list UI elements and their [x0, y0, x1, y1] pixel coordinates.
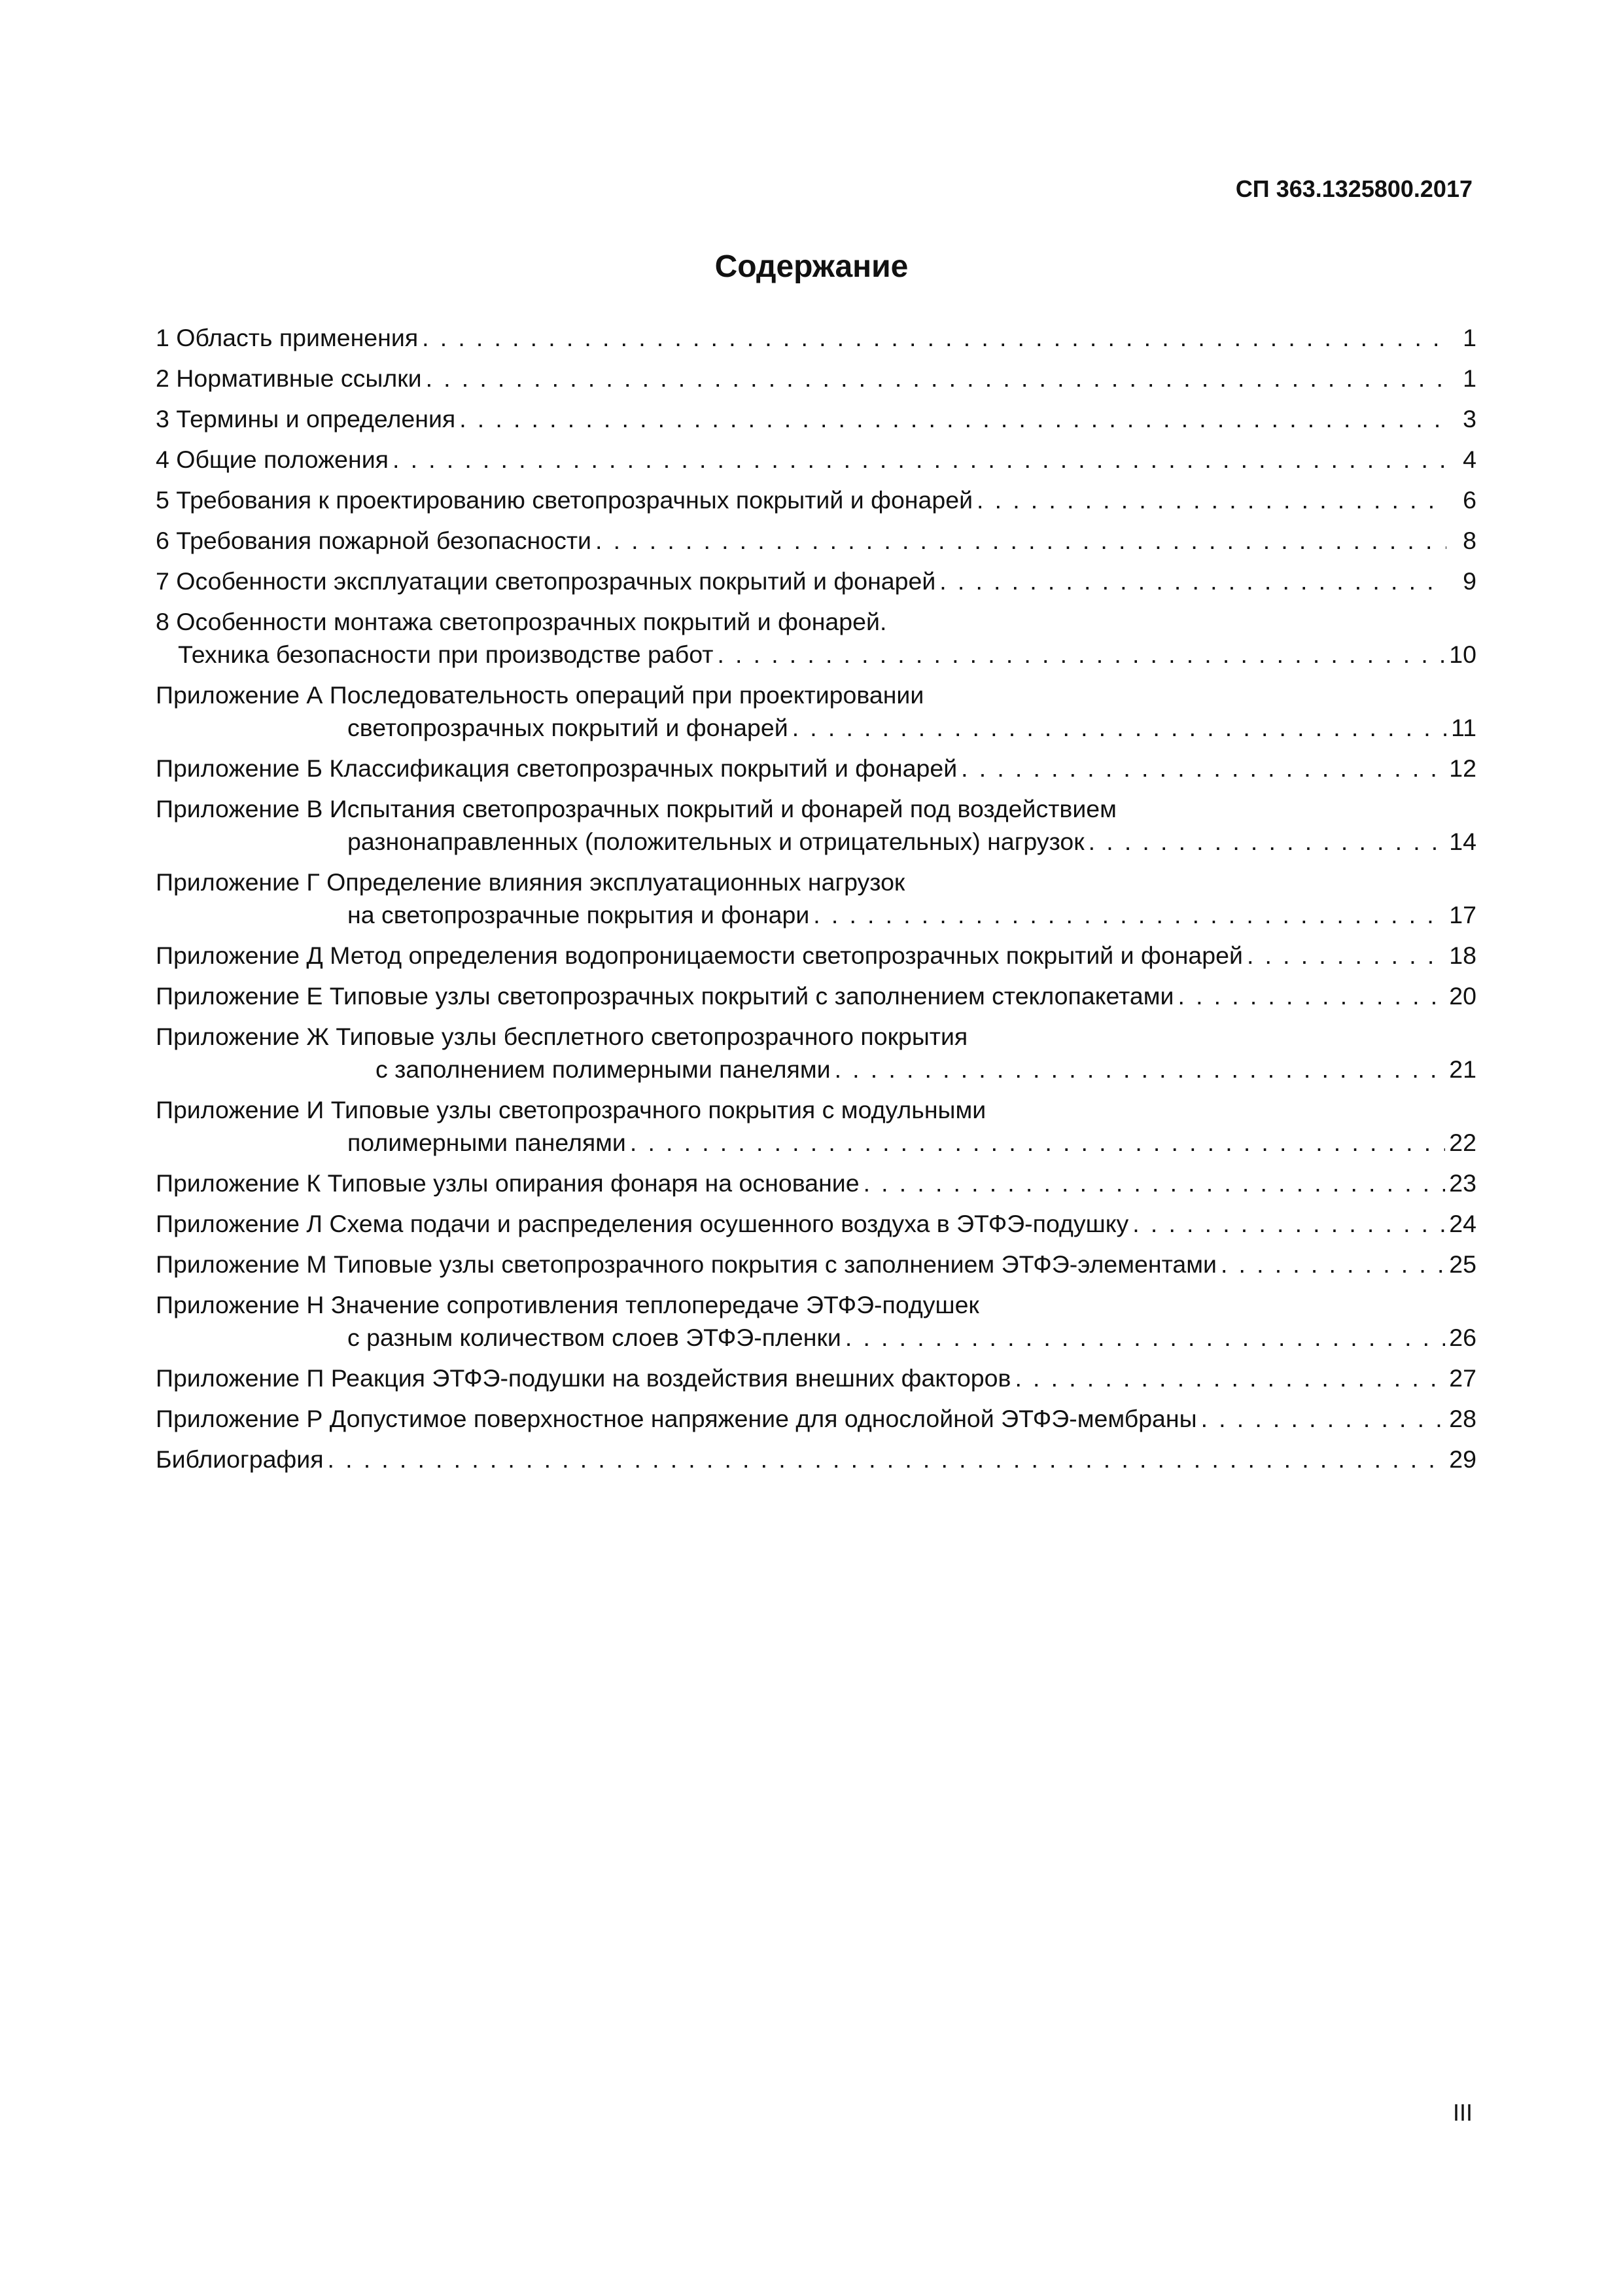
toc-entry-bibliography[interactable] — [156, 1439, 1476, 1479]
leader-dots — [1089, 825, 1446, 858]
toc-entry-appendix-m[interactable] — [156, 1244, 1476, 1284]
leader-dots — [1221, 1244, 1445, 1284]
leader-dots — [1178, 976, 1445, 1016]
leader-dots — [1247, 935, 1445, 976]
leader-dots — [939, 561, 1446, 601]
toc-entry-title-cont: светопрозрачных покрытий и фонарей — [347, 714, 788, 741]
leader-dots — [328, 1439, 1446, 1479]
toc-entry-appendix-p[interactable] — [156, 1358, 1476, 1398]
toc-entry-title: Приложение А Последовательность операций при проектировании — [156, 681, 924, 709]
leader-dots — [792, 711, 1446, 744]
toc-entry-appendix-d[interactable] — [156, 935, 1476, 976]
leader-dots — [835, 1053, 1446, 1086]
toc-entry-title-cont: полимерными панелями — [347, 1129, 626, 1156]
toc-page-number: 1 — [1463, 324, 1476, 351]
toc-entry-appendix-a[interactable] — [156, 675, 1476, 748]
leader-dots — [1201, 1398, 1446, 1439]
toc-entry-title: 5 Требования к проектированию светопрозрачных покрытий и фонарей — [156, 486, 973, 514]
toc-page-number: 24 — [1449, 1210, 1476, 1237]
toc-page-number: 9 — [1463, 567, 1476, 595]
toc-entry-title: 1 Область применения — [156, 324, 419, 351]
toc-entry-5[interactable] — [156, 480, 1476, 520]
toc-entry-appendix-zh[interactable] — [156, 1016, 1476, 1089]
toc-entry-title: 3 Термины и определения — [156, 405, 456, 433]
toc-page-number: 22 — [1449, 1129, 1476, 1156]
toc-entry-title: Приложение И Типовые узлы светопрозрачного покрытия с модульными — [156, 1096, 986, 1123]
toc-page-number: 29 — [1449, 1445, 1476, 1473]
leader-dots — [393, 439, 1446, 480]
toc-entry-title: 7 Особенности эксплуатации светопрозрачных покрытий и фонарей — [156, 567, 936, 595]
toc-page-number: 11 — [1451, 714, 1476, 741]
table-of-contents — [156, 317, 1476, 1479]
toc-entry-title: Приложение Д Метод определения водопроницаемости светопрозрачных покрытий и фонарей — [156, 942, 1243, 969]
page-title: Содержание — [714, 249, 909, 284]
toc-entry-title: Приложение М Типовые узлы светопрозрачного покрытия с заполнением ЭТФЭ-элементами — [156, 1250, 1217, 1278]
leader-dots — [717, 638, 1445, 671]
toc-entry-7[interactable] — [156, 561, 1476, 601]
toc-entry-title: 4 Общие положения — [156, 446, 389, 473]
toc-entry-2[interactable] — [156, 358, 1476, 398]
toc-entry-title-cont: с заполнением полимерными панелями — [375, 1055, 831, 1083]
toc-entry-6[interactable] — [156, 520, 1476, 561]
toc-entry-appendix-g[interactable] — [156, 862, 1476, 935]
toc-entry-title: Приложение Б Классификация светопрозрачных покрытий и фонарей — [156, 754, 958, 782]
toc-entry-appendix-b[interactable] — [156, 748, 1476, 788]
toc-entry-title-cont: разнонаправленных (положительных и отрицательных) нагрузок — [347, 828, 1085, 855]
leader-dots — [459, 398, 1446, 439]
toc-entry-appendix-i[interactable] — [156, 1089, 1476, 1163]
toc-entry-appendix-l[interactable] — [156, 1203, 1476, 1244]
leader-dots — [864, 1163, 1446, 1203]
toc-entry-appendix-k[interactable] — [156, 1163, 1476, 1203]
toc-entry-title: Приложение Н Значение сопротивления теплопередаче ЭТФЭ-подушек — [156, 1291, 979, 1318]
toc-entry-title: 6 Требования пожарной безопасности — [156, 527, 591, 554]
leader-dots — [813, 898, 1445, 931]
toc-page-number: 14 — [1449, 828, 1476, 855]
toc-entry-appendix-e[interactable] — [156, 976, 1476, 1016]
toc-entry-title: Библиография — [156, 1445, 324, 1473]
toc-page-number: 4 — [1463, 446, 1476, 473]
leader-dots — [426, 358, 1446, 398]
page-number: III — [1452, 2099, 1473, 2126]
toc-entry-title: Приложение К Типовые узлы опирания фонаря на основание — [156, 1169, 860, 1197]
toc-entry-3[interactable] — [156, 398, 1476, 439]
leader-dots — [1132, 1203, 1445, 1244]
toc-page-number: 25 — [1449, 1250, 1476, 1278]
toc-page-number: 21 — [1449, 1055, 1476, 1083]
toc-entry-title-cont: с разным количеством слоев ЭТФЭ-пленки — [347, 1324, 841, 1351]
toc-entry-8[interactable] — [156, 601, 1476, 675]
leader-dots — [977, 480, 1446, 520]
leader-dots — [961, 748, 1445, 788]
toc-entry-appendix-r[interactable] — [156, 1398, 1476, 1439]
toc-entry-title: Приложение В Испытания светопрозрачных покрытий и фонарей под воздействием — [156, 795, 1117, 822]
leader-dots — [630, 1126, 1445, 1159]
toc-entry-title: 8 Особенности монтажа светопрозрачных покрытий и фонарей. — [156, 608, 887, 635]
toc-entry-title: 2 Нормативные ссылки — [156, 364, 422, 392]
toc-page-number: 8 — [1463, 527, 1476, 554]
document-code: СП 363.1325800.2017 — [1235, 175, 1473, 202]
toc-entry-title: Приложение Л Схема подачи и распределения осушенного воздуха в ЭТФЭ-подушку — [156, 1210, 1129, 1237]
toc-entry-title: Приложение Ж Типовые узлы бесплетного светопрозрачного покрытия — [156, 1023, 968, 1050]
toc-page-number: 26 — [1449, 1324, 1476, 1351]
toc-page-number: 1 — [1463, 364, 1476, 392]
toc-entry-title: Приложение Е Типовые узлы светопрозрачных покрытий с заполнением стеклопакетами — [156, 982, 1174, 1010]
leader-dots — [845, 1321, 1445, 1354]
toc-entry-title: Приложение Р Допустимое поверхностное напряжение для однослойной ЭТФЭ-мембраны — [156, 1405, 1197, 1432]
toc-page-number: 28 — [1449, 1405, 1476, 1432]
toc-entry-1[interactable] — [156, 317, 1476, 358]
toc-entry-4[interactable] — [156, 439, 1476, 480]
leader-dots — [1015, 1358, 1445, 1398]
toc-page-number: 10 — [1449, 641, 1476, 668]
toc-entry-appendix-n[interactable] — [156, 1284, 1476, 1358]
toc-page-number: 18 — [1449, 942, 1476, 969]
toc-page-number: 3 — [1463, 405, 1476, 433]
toc-page-number: 12 — [1449, 754, 1476, 782]
toc-entry-title-cont: Техника безопасности при производстве работ — [178, 641, 714, 668]
toc-entry-title-cont: на светопрозрачные покрытия и фонари — [347, 901, 810, 928]
toc-entry-appendix-v[interactable] — [156, 788, 1476, 862]
toc-page-number: 27 — [1449, 1364, 1476, 1392]
leader-dots — [422, 317, 1446, 358]
leader-dots — [595, 520, 1446, 561]
toc-entry-title: Приложение Г Определение влияния эксплуатационных нагрузок — [156, 868, 905, 896]
toc-entry-title: Приложение П Реакция ЭТФЭ-подушки на воздействия внешних факторов — [156, 1364, 1011, 1392]
toc-page-number: 20 — [1449, 982, 1476, 1010]
toc-page-number: 23 — [1449, 1169, 1476, 1197]
toc-page-number: 17 — [1449, 901, 1476, 928]
toc-page-number: 6 — [1463, 486, 1476, 514]
